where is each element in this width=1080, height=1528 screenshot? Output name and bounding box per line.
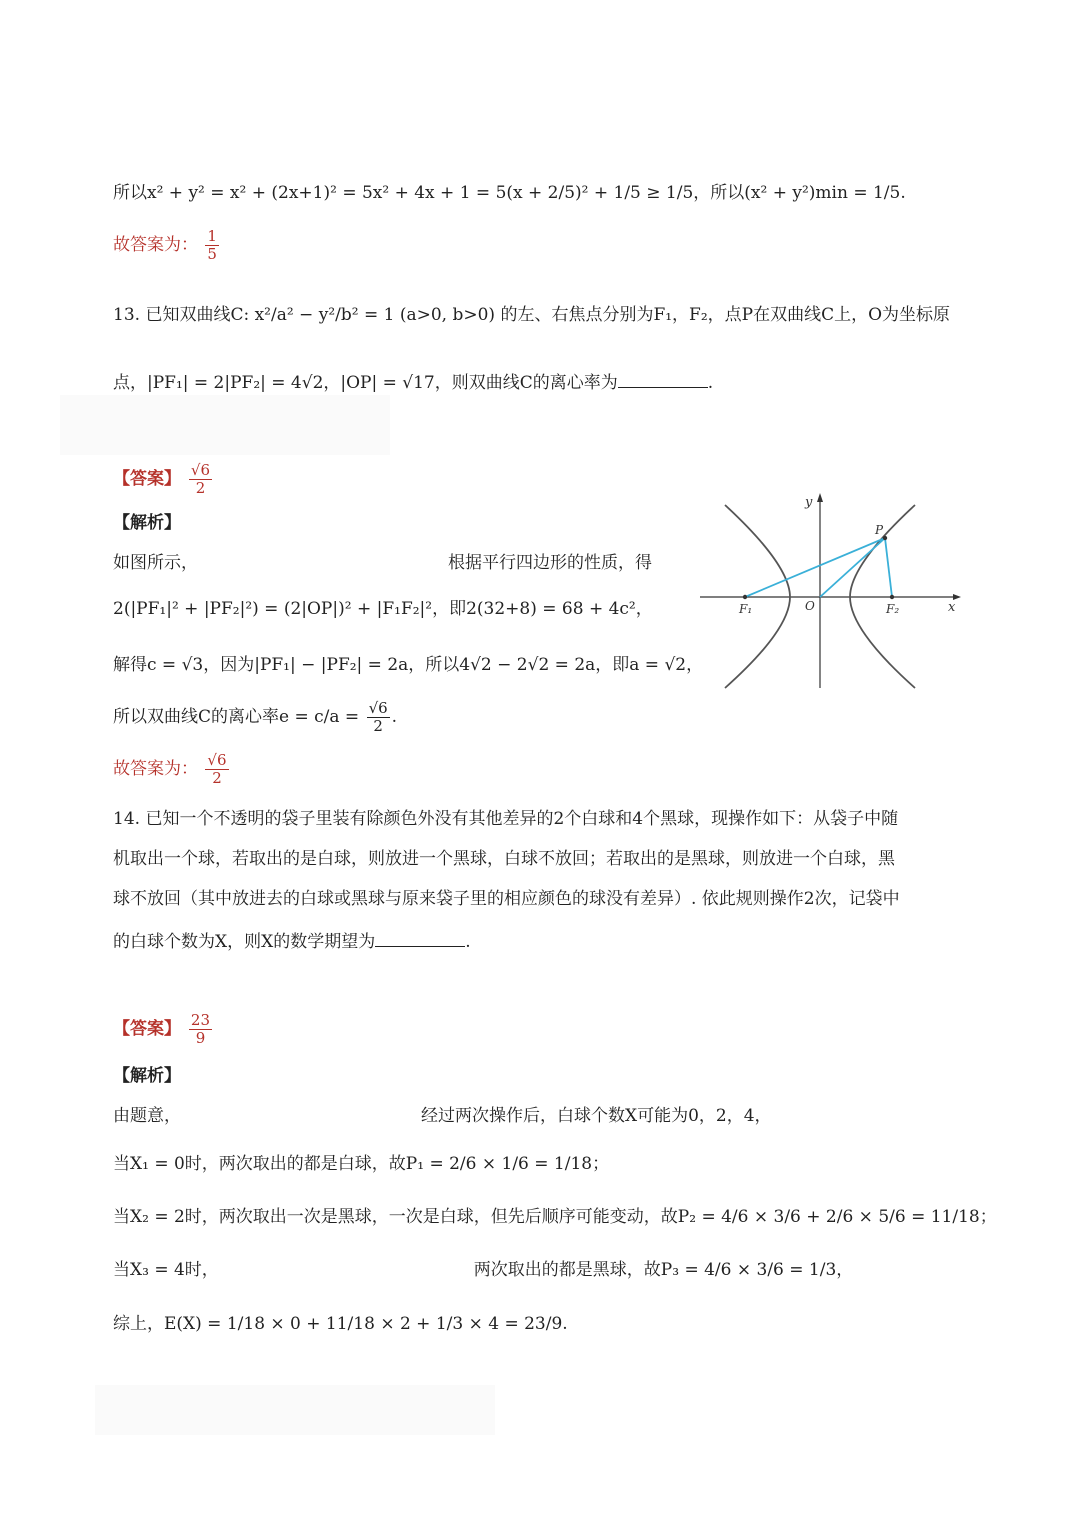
label-x: x (948, 600, 956, 615)
point-P (883, 536, 887, 540)
q14-stem-line1: 14. 已知一个不透明的袋子里装有除颜色外没有其他差异的2个白球和4个黑球，现操作如下：从袋子中随 (113, 809, 899, 829)
q14-answer-fraction: $\frac{23}{9}$ (190, 1011, 211, 1047)
label-P: P (875, 523, 884, 537)
q14-answer: 【答案】 $\frac{23}{9}$ (113, 1011, 211, 1047)
q13-sol2: 2(|PF₁|² + |PF₂|²) = (2|OP|)² + |F₁F₂|²，即2(32+8) = 68 + 4c²， (113, 599, 653, 619)
scan-shade (95, 1385, 495, 1435)
hyperbola-figure (695, 490, 965, 690)
q12-line: 所以x² + y² = x² + (2x+1)² = 5x² + 4x + 1 = 5(x + 2/5)² + 1/5 ≥ 1/5，所以(x² + y²)min = 1/5. (113, 183, 906, 203)
q13-sol3: 解得c = √3，因为|PF₁| − |PF₂| = 2a，所以4√2 − 2√2 = 2a，即a = √2， (113, 655, 704, 675)
point-F2 (890, 595, 894, 599)
scan-shade (60, 395, 390, 455)
q14-sol5: 综上，E(X) = 1/18 × 0 + 11/18 × 2 + 1/3 × 4 = 23/9. (113, 1314, 568, 1334)
q13-answer: 【答案】 $\frac{√6}{2}$ (113, 461, 211, 497)
answer-blank (618, 369, 708, 388)
q13-stem-line2: 点，|PF₁| = 2|PF₂| = 4√2，|OP| = √17，则双曲线C的离心率为 . (113, 369, 713, 396)
q12-answer: 故答案为： $\frac{1}{5}$ (113, 227, 217, 263)
label-O: O (805, 599, 815, 613)
label-F1: F₁ (739, 602, 753, 616)
q14-stem-line3: 球不放回（其中放进去的白球或黑球与原来袋子里的相应颜色的球没有差异）. 依此规则操作2次，记袋中 (113, 889, 900, 909)
q13-final: 故答案为： $\frac{√6}{2}$ (113, 751, 227, 787)
q14-sol2: 当X₁ = 0时，两次取出的都是白球，故P₁ = 2/6 × 1/6 = 1/18； (113, 1154, 610, 1174)
q13-sol4: 所以双曲线C的离心率e = c/a = $\frac{√6}{2}$ . (113, 699, 398, 735)
q13-analysis-tag: 【解析】 (113, 513, 181, 533)
q14-sol1: 由题意， 经过两次操作后，白球个数X可能为0，2，4， (113, 1106, 772, 1126)
segment-OP (820, 538, 885, 597)
q14-stem-line4: 的白球个数为X，则X的数学期望为 . (113, 928, 471, 955)
segment-PF2 (885, 538, 892, 597)
q13-stem-line1: 13. 已知双曲线C: x²/a² − y²/b² = 1 (a>0, b>0) 的左、右焦点分别为F₁，F₂，点P在双曲线C上，O为坐标原 (113, 305, 951, 325)
q14-sol3: 当X₂ = 2时，两次取出一次是黑球，一次是白球，但先后顺序可能变动，故P₂ = 4/6 × 3/6 + 2/6 × 5/6 = 11/18； (113, 1207, 997, 1227)
q13-final-fraction: $\frac{√6}{2}$ (207, 751, 227, 787)
eccentricity-fraction: $\frac{√6}{2}$ (368, 699, 388, 735)
label-y: y (805, 495, 813, 510)
q14-sol4: 当X₃ = 4时， 两次取出的都是黑球，故P₃ = 4/6 × 3/6 = 1/3， (113, 1260, 854, 1280)
q14-analysis-tag: 【解析】 (113, 1066, 181, 1086)
answer-blank (375, 928, 465, 947)
label-F2: F₂ (886, 602, 900, 616)
q13-sol1: 如图所示， 根据平行四边形的性质，得 (113, 553, 652, 573)
y-axis-arrow (817, 493, 823, 502)
q12-answer-fraction: $\frac{1}{5}$ (207, 227, 217, 263)
point-F1 (743, 595, 747, 599)
q14-stem-line2: 机取出一个球，若取出的是白球，则放进一个黑球，白球不放回；若取出的是黑球，则放进一个白球，黑 (113, 849, 895, 869)
q13-answer-fraction: $\frac{√6}{2}$ (190, 461, 211, 497)
